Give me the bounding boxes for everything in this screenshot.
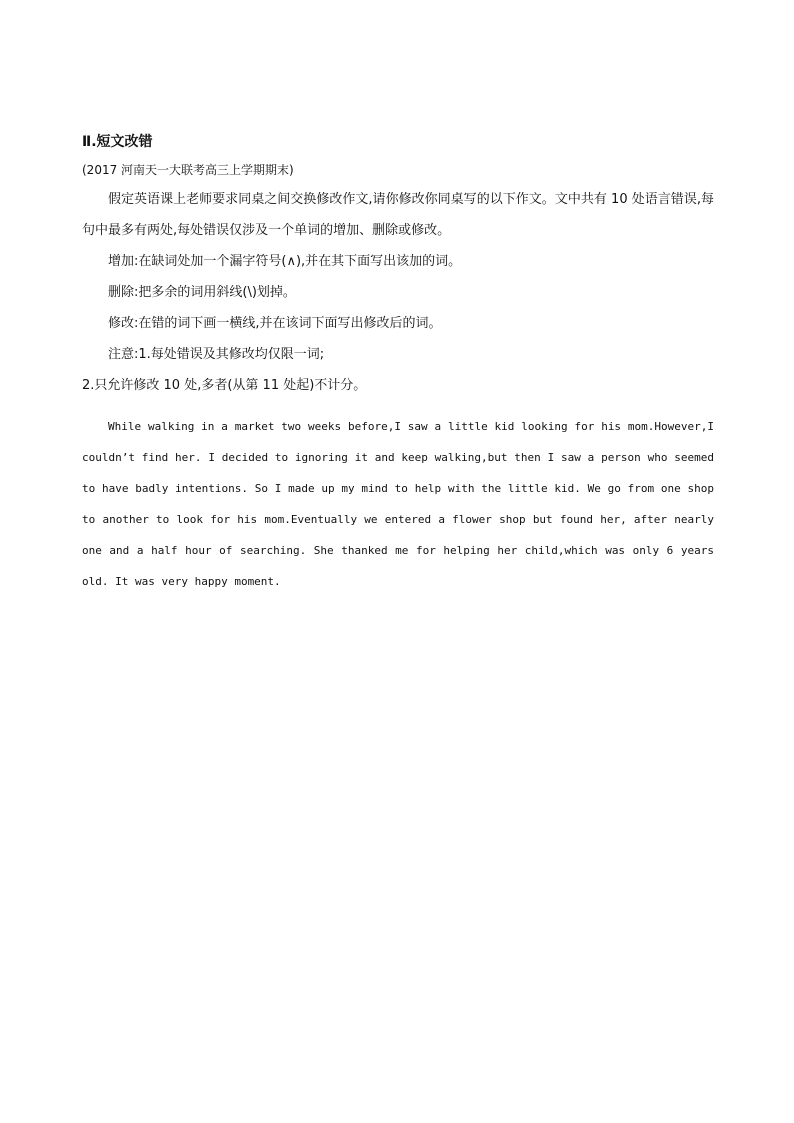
section-title: Ⅱ.短文改错 [82,134,153,150]
instruction-add: 增加:在缺词处加一个漏字符号(∧),并在其下面写出该加的词。 [108,254,462,269]
instruction-note-2: 2.只允许修改 10 处,多者(从第 11 处起)不计分。 [82,378,367,393]
exam-source: (2017 河南天一大联考高三上学期期末) [82,163,294,177]
instruction-delete: 删除:把多余的词用斜线(\)划掉。 [108,285,296,300]
passage-text: While walking in a market two weeks before,I saw a little kid looking for his mom.However,I couldn’t find her. I decided to ignoring it and keep walking,but then I saw a person who seemed to have badly intentions. So I made up my mind to help with the little kid. We go from one shop to another to look for his mom.Eventually we entered a flower shop but found her, after nearly one and a half hour of searching. She thanked me for helping her child,which was only 6 years old. It was very happy moment. [82,420,714,588]
instruction-modify: 修改:在错的词下画一横线,并在该词下面写出修改后的词。 [108,316,442,331]
instruction-note-1: 注意:1.每处错误及其修改均仅限一词; [108,347,325,362]
instruction-intro: 假定英语课上老师要求同桌之间交换修改作文,请你修改你同桌写的以下作文。文中共有 10 处语言错误,每句中最多有两处,每处错误仅涉及一个单词的增加、删除或修改。 [82,192,714,238]
exercise-section [82,132,714,597]
